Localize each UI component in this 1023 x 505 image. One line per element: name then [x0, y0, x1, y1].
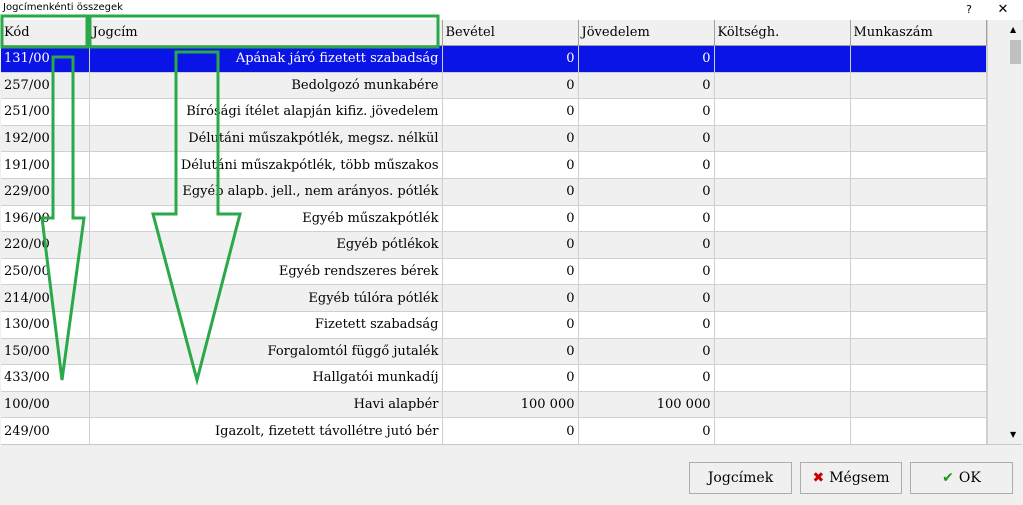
window-title: Jogcímenkénti összegek [3, 2, 123, 13]
cell-munkaszam[interactable] [850, 338, 986, 365]
cell-jovedelem[interactable]: 0 [578, 46, 714, 73]
cell-jogcim[interactable]: Fizetett szabadság [89, 311, 442, 338]
cell-jogcim[interactable]: Egyéb túlóra pótlék [89, 285, 442, 312]
cell-koltsegh[interactable] [714, 178, 850, 205]
cell-jogcim[interactable]: Egyéb alapb. jell., nem arányos. pótlék [89, 178, 442, 205]
cell-bevetel[interactable]: 0 [442, 311, 578, 338]
cell-bevetel[interactable]: 0 [442, 152, 578, 179]
table-row[interactable] [1, 418, 986, 445]
cell-jovedelem[interactable]: 0 [578, 418, 714, 445]
cell-munkaszam[interactable] [850, 418, 986, 445]
cell-jovedelem[interactable]: 0 [578, 311, 714, 338]
table-row[interactable] [1, 178, 986, 205]
cell-munkaszam[interactable] [850, 99, 986, 126]
cell-koltsegh[interactable] [714, 152, 850, 179]
data-grid[interactable] [1, 20, 1022, 445]
ok-button[interactable] [910, 462, 1013, 494]
cell-jovedelem[interactable]: 0 [578, 258, 714, 285]
cell-koltsegh[interactable] [714, 418, 850, 445]
cell-koltsegh[interactable] [714, 99, 850, 126]
cell-koltsegh[interactable] [714, 232, 850, 259]
table-row[interactable] [1, 285, 986, 312]
cell-jovedelem[interactable]: 0 [578, 99, 714, 126]
cell-munkaszam[interactable] [850, 365, 986, 392]
table-row[interactable] [1, 338, 986, 365]
cell-kod[interactable]: 249/00 [1, 418, 89, 445]
cell-bevetel[interactable]: 0 [442, 205, 578, 232]
cell-kod[interactable]: 196/00 [1, 205, 89, 232]
cell-kod[interactable]: 191/00 [1, 152, 89, 179]
cell-koltsegh[interactable] [714, 46, 850, 73]
ok-button-label: OK [958, 470, 981, 486]
column-header-koltsegh[interactable]: Költségh. [714, 20, 850, 46]
jogcimek-button-label: Jogcímek [707, 470, 774, 486]
cell-bevetel[interactable]: 0 [442, 46, 578, 73]
cell-jogcim[interactable]: Apának járó fizetett szabadság [89, 46, 442, 73]
cell-jogcim[interactable]: Hallgatói munkadíj [89, 365, 442, 392]
column-header-jovedelem[interactable]: Jövedelem [578, 20, 714, 46]
table-row[interactable] [1, 72, 986, 99]
cell-jogcim[interactable]: Egyéb műszakpótlék [89, 205, 442, 232]
cell-jovedelem[interactable]: 0 [578, 232, 714, 259]
title-bar [0, 0, 1023, 21]
cell-munkaszam[interactable] [850, 258, 986, 285]
cell-kod[interactable]: 214/00 [1, 285, 89, 312]
cell-jogcim[interactable]: Bedolgozó munkabére [89, 72, 442, 99]
cell-koltsegh[interactable] [714, 125, 850, 152]
cell-koltsegh[interactable] [714, 205, 850, 232]
cell-munkaszam[interactable] [850, 178, 986, 205]
header-row [1, 20, 986, 46]
cell-jovedelem[interactable]: 0 [578, 205, 714, 232]
cell-kod[interactable]: 257/00 [1, 72, 89, 99]
cell-bevetel[interactable]: 0 [442, 285, 578, 312]
cell-kod[interactable]: 150/00 [1, 338, 89, 365]
cell-kod[interactable]: 100/00 [1, 391, 89, 418]
cell-jogcim[interactable]: Egyéb pótlékok [89, 232, 442, 259]
cell-koltsegh[interactable] [714, 285, 850, 312]
cell-munkaszam[interactable] [850, 46, 986, 73]
cell-jovedelem[interactable]: 0 [578, 125, 714, 152]
cell-jovedelem[interactable]: 100 000 [578, 391, 714, 418]
cell-jogcim[interactable]: Délutáni műszakpótlék, megsz. nélkül [89, 125, 442, 152]
cell-munkaszam[interactable] [850, 232, 986, 259]
table-row[interactable] [1, 125, 986, 152]
cell-jovedelem[interactable]: 0 [578, 338, 714, 365]
cell-kod[interactable]: 130/00 [1, 311, 89, 338]
cell-bevetel[interactable]: 0 [442, 418, 578, 445]
scroll-up-arrow-icon[interactable]: ▲ [1010, 25, 1017, 34]
cell-bevetel[interactable]: 0 [442, 338, 578, 365]
cell-jovedelem[interactable]: 0 [578, 178, 714, 205]
cell-kod[interactable]: 192/00 [1, 125, 89, 152]
table-row[interactable] [1, 365, 986, 392]
cell-bevetel[interactable]: 0 [442, 258, 578, 285]
scroll-down-arrow-icon[interactable]: ▼ [1010, 430, 1017, 439]
cell-bevetel[interactable]: 0 [442, 365, 578, 392]
cell-koltsegh[interactable] [714, 365, 850, 392]
cell-jogcim[interactable]: Bírósági ítélet alapján kifiz. jövedelem [89, 99, 442, 126]
cell-kod[interactable]: 131/00 [1, 46, 89, 73]
table-row[interactable] [1, 205, 986, 232]
cell-munkaszam[interactable] [850, 391, 986, 418]
checkmark-icon: ✔ [942, 470, 954, 486]
cell-jogcim[interactable]: Forgalomtól függő jutalék [89, 338, 442, 365]
cell-koltsegh[interactable] [714, 311, 850, 338]
cell-jogcim[interactable]: Igazolt, fizetett távollétre jutó bér [89, 418, 442, 445]
vertical-scrollbar[interactable] [987, 20, 1022, 444]
table-row[interactable] [1, 311, 986, 338]
cell-bevetel[interactable]: 100 000 [442, 391, 578, 418]
table-row[interactable] [1, 232, 986, 259]
column-header-jogcim[interactable]: Jogcím [89, 20, 442, 46]
cell-bevetel[interactable]: 0 [442, 125, 578, 152]
cell-kod[interactable]: 250/00 [1, 258, 89, 285]
cell-munkaszam[interactable] [850, 152, 986, 179]
close-button[interactable]: ✕ [997, 2, 1009, 17]
cancel-button[interactable] [800, 462, 902, 494]
cancel-x-icon: ✖ [812, 470, 825, 486]
cell-jovedelem[interactable]: 0 [578, 72, 714, 99]
cell-bevetel[interactable]: 0 [442, 232, 578, 259]
cell-bevetel[interactable]: 0 [442, 72, 578, 99]
cell-bevetel[interactable]: 0 [442, 178, 578, 205]
cell-munkaszam[interactable] [850, 72, 986, 99]
cancel-button-label: Mégsem [829, 470, 890, 486]
jogcimek-button[interactable] [689, 462, 792, 494]
cell-kod[interactable]: 251/00 [1, 99, 89, 126]
cell-jogcim[interactable]: Havi alapbér [89, 391, 442, 418]
cell-koltsegh[interactable] [714, 338, 850, 365]
cell-koltsegh[interactable] [714, 72, 850, 99]
table-row[interactable] [1, 391, 986, 418]
column-header-bevetel[interactable]: Bevétel [442, 20, 578, 46]
table-row[interactable] [1, 258, 986, 285]
cell-munkaszam[interactable] [850, 311, 986, 338]
cell-munkaszam[interactable] [850, 205, 986, 232]
table-row[interactable] [1, 46, 986, 73]
cell-kod[interactable]: 220/00 [1, 232, 89, 259]
cell-koltsegh[interactable] [714, 258, 850, 285]
cell-munkaszam[interactable] [850, 125, 986, 152]
cell-jogcim[interactable]: Egyéb rendszeres bérek [89, 258, 442, 285]
cell-jovedelem[interactable]: 0 [578, 152, 714, 179]
table-row[interactable] [1, 99, 986, 126]
cell-koltsegh[interactable] [714, 391, 850, 418]
column-header-munkaszam[interactable]: Munkaszám [850, 20, 986, 46]
cell-munkaszam[interactable] [850, 285, 986, 312]
cell-jogcim[interactable]: Délutáni műszakpótlék, több műszakos [89, 152, 442, 179]
scroll-thumb[interactable] [1010, 40, 1021, 64]
grid-table [1, 20, 987, 445]
cell-bevetel[interactable]: 0 [442, 99, 578, 126]
table-row[interactable] [1, 152, 986, 179]
cell-jovedelem[interactable]: 0 [578, 365, 714, 392]
cell-kod[interactable]: 229/00 [1, 178, 89, 205]
cell-jovedelem[interactable]: 0 [578, 285, 714, 312]
cell-kod[interactable]: 433/00 [1, 365, 89, 392]
help-button[interactable]: ? [966, 3, 972, 16]
column-header-kod[interactable]: Kód [1, 20, 89, 46]
